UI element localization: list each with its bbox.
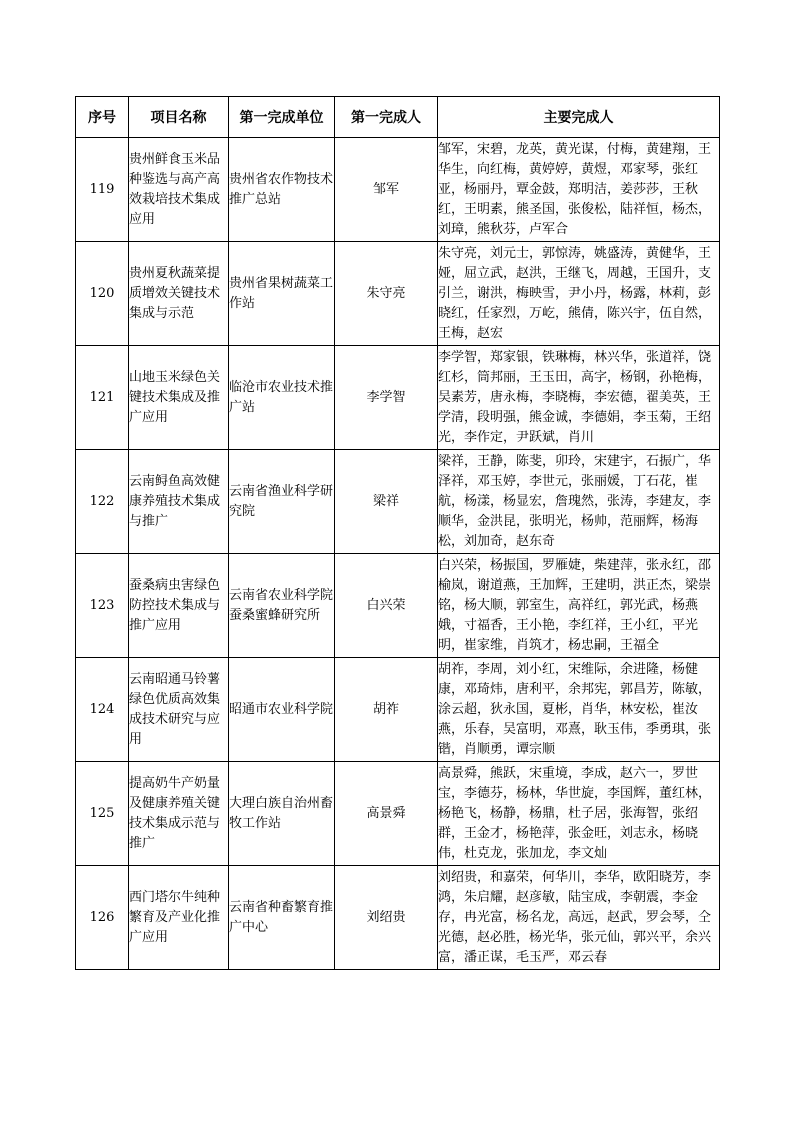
first-unit: 临沧市农业技术推广站 [229, 346, 335, 450]
table-row [76, 450, 720, 554]
row-number: 120 [76, 242, 129, 346]
row-number: 124 [76, 658, 129, 762]
row-number: 125 [76, 762, 129, 866]
first-person: 朱守亮 [335, 242, 438, 346]
first-person: 李学智 [335, 346, 438, 450]
row-number: 119 [76, 138, 129, 242]
header-number: 序号 [76, 97, 129, 138]
first-unit: 大理白族自治州畜牧工作站 [229, 762, 335, 866]
row-number: 126 [76, 866, 129, 970]
header-first-unit: 第一完成单位 [229, 97, 335, 138]
table-row [76, 866, 720, 970]
awards-table [75, 96, 720, 970]
main-members: 刘绍贵，和嘉荣，何华川，李华，欧阳晓芳，李鸿，朱启耀，赵彦敏，陆宝成，李朝震，李金存，冉光富，杨名龙，高远，赵武，罗会琴，仝光德，赵必胜，杨光华，张元仙，郭兴平，余兴富，潘正谋，毛玉严，邓云春 [438, 866, 720, 970]
project-name: 蚕桑病虫害绿色防控技术集成与推广应用 [129, 554, 229, 658]
main-members: 李学智，郑家银，铁琳梅，林兴华，张道祥，饶红杉，筒邦丽，王玉田，高字，杨钢，孙艳梅，吴素芳，唐永梅，李晓梅，李宏德，翟美英，王学清，段明强，熊金诚，李德娟，李玉菊，王绍光，李作定，尹跃斌，肖川 [438, 346, 720, 450]
project-name: 云南鲟鱼高效健康养殖技术集成与推广 [129, 450, 229, 554]
first-person: 梁祥 [335, 450, 438, 554]
main-members: 邹军，宋碧，龙英，黄光谋，付梅，黄建翔，王华生，向红梅，黄婷婷，黄煜，邓家琴，张红亚，杨丽丹，覃金鼓，郑明洁，姜莎莎，王秋红，王明素，熊圣国，张俊松，陆祥恒，杨杰，刘璋，熊秋芬，卢军合 [438, 138, 720, 242]
project-name: 西门塔尔牛纯种繁育及产业化推广应用 [129, 866, 229, 970]
header-project-name: 项目名称 [129, 97, 229, 138]
project-name: 贵州夏秋蔬菜提质增效关键技术集成与示范 [129, 242, 229, 346]
main-members: 高景舜，熊跃，宋重境，李成，赵六一，罗世宝，李德芬，杨林，华世旋，李国辉，董红林，杨艳飞，杨静，杨鼎，杜子居，张海智，张绍群，王金才，杨艳萍，张金旺，刘志永，杨晓伟，杜克龙，张加龙，李文灿 [438, 762, 720, 866]
first-unit: 云南省种畜繁育推广中心 [229, 866, 335, 970]
table-header-row [76, 97, 720, 138]
first-unit: 昭通市农业科学院 [229, 658, 335, 762]
main-members: 梁祥，王静，陈斐，卯玲，宋建宇，石振广，华泽祥，邓玉婷，李世元，张丽媛，丁石花，崔航，杨漾，杨显宏，詹瑰然，张涛，李建友，李顺华，金洪昆，张明光，杨帅，范丽辉，杨海松，刘加奇，赵东奇 [438, 450, 720, 554]
table-row [76, 138, 720, 242]
main-members: 朱守亮，刘元士，郭惊涛，姚盛涛，黄健华，王娅，屈立武，赵洪，王继飞，周越，王国升，支引兰，谢洪，梅映雪，尹小丹，杨露，林莉，彭晓红，任家烈，万屹，熊倩，陈兴宇，伍自然，王梅，赵宏 [438, 242, 720, 346]
first-person: 刘绍贵 [335, 866, 438, 970]
main-members: 白兴荣，杨振国，罗雁婕，柴建萍，张永红，邵榆岚，谢道燕，王加辉，王建明，洪正杰，梁崇铭，杨大顺，郭室生，高祥红，郭光武，杨燕娥，寸福香，王小艳，李红祥，王小红，平光明，崔家维，肖筑才，杨忠嗣，王福全 [438, 554, 720, 658]
first-person: 胡祚 [335, 658, 438, 762]
row-number: 122 [76, 450, 129, 554]
first-unit: 贵州省农作物技术推广总站 [229, 138, 335, 242]
first-unit: 云南省农业科学院蚕桑蜜蜂研究所 [229, 554, 335, 658]
first-person: 邹军 [335, 138, 438, 242]
table-row [76, 346, 720, 450]
row-number: 121 [76, 346, 129, 450]
header-main-members: 主要完成人 [438, 97, 720, 138]
header-first-person: 第一完成人 [335, 97, 438, 138]
first-unit: 贵州省果树蔬菜工作站 [229, 242, 335, 346]
first-person: 白兴荣 [335, 554, 438, 658]
table-row [76, 658, 720, 762]
row-number: 123 [76, 554, 129, 658]
table-row [76, 554, 720, 658]
table-row [76, 762, 720, 866]
table-row [76, 242, 720, 346]
project-name: 贵州鲜食玉米品种鉴选与高产高效栽培技术集成应用 [129, 138, 229, 242]
main-members: 胡祚，李周，刘小红，宋维际，余进隆，杨健康，邓琦炜，唐利平，余邦宪，郭昌芳，陈敏，涂云超，狄永国，夏彬，肖华，林安松，崔汝燕，乐春，吴富明，邓熹，耿玉伟，季勇琪，张锴，肖顺勇，谭宗顺 [438, 658, 720, 762]
first-person: 高景舜 [335, 762, 438, 866]
project-name: 提高奶牛产奶量及健康养殖关键技术集成示范与推广 [129, 762, 229, 866]
first-unit: 云南省渔业科学研究院 [229, 450, 335, 554]
project-name: 山地玉米绿色关键技术集成及推广应用 [129, 346, 229, 450]
project-name: 云南昭通马铃薯绿色优质高效集成技术研究与应用 [129, 658, 229, 762]
